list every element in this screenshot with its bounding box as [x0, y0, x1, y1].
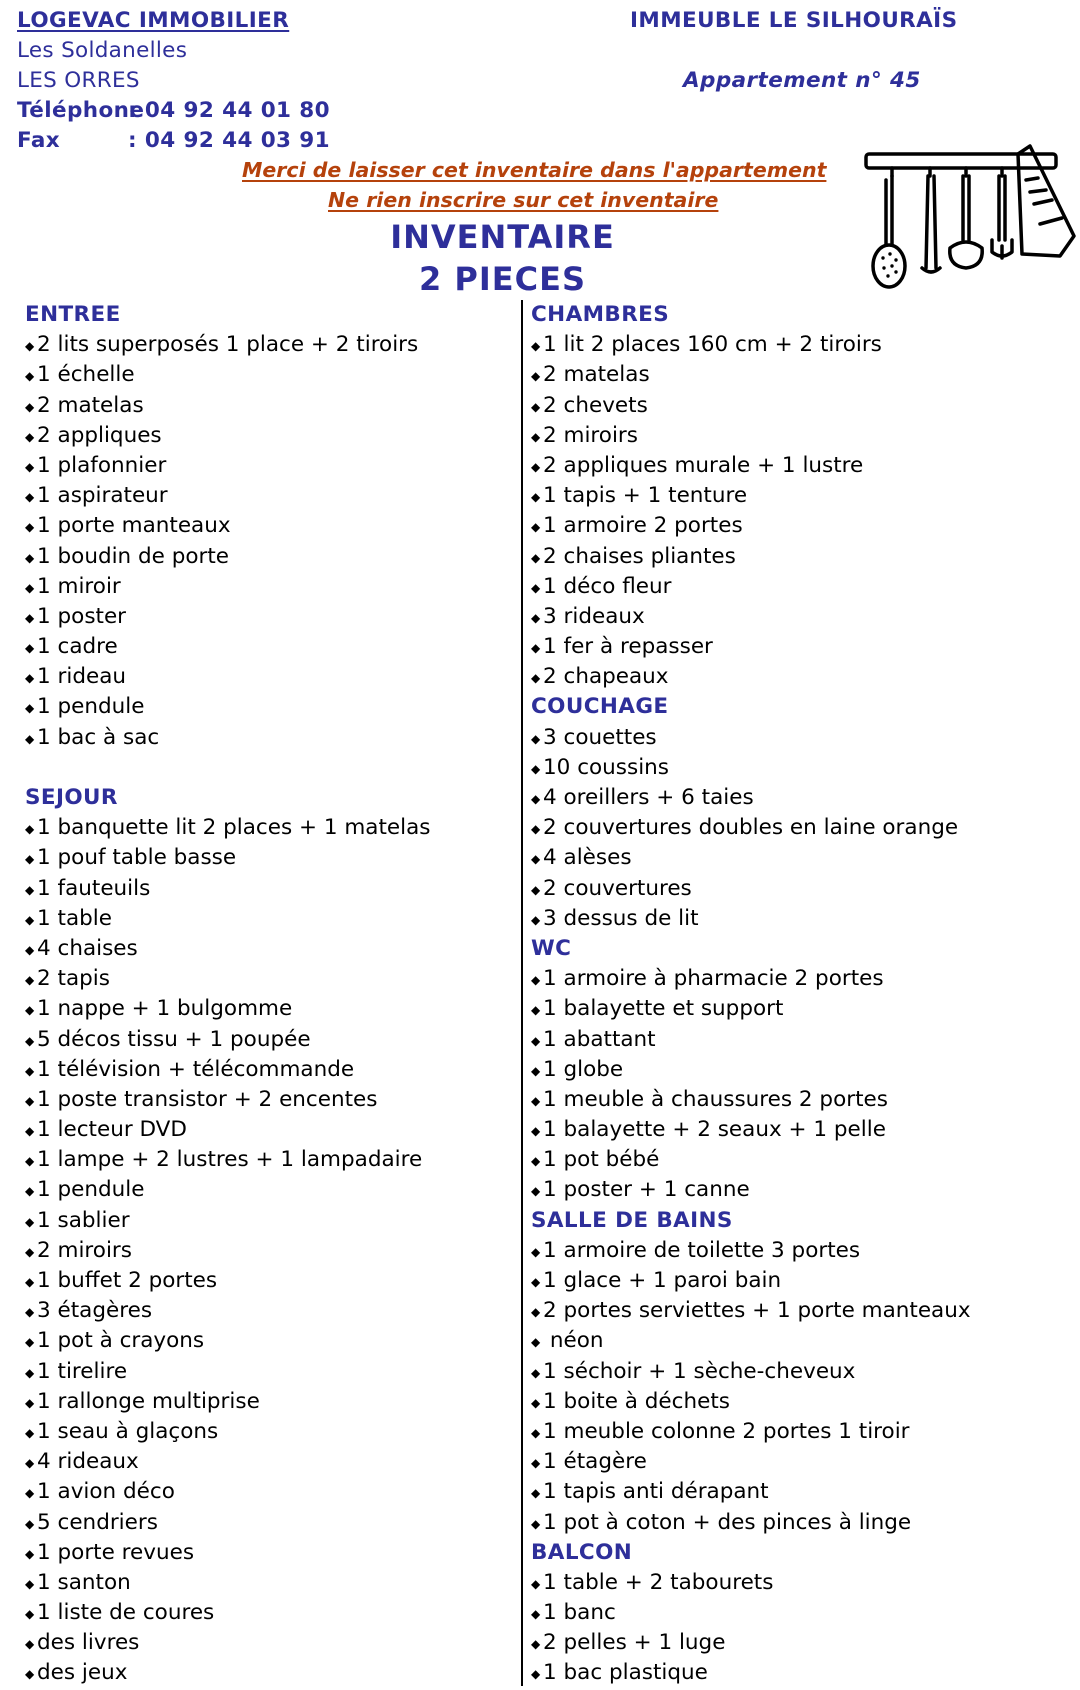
bullet-icon: ◆ — [25, 1667, 35, 1682]
inventory-item — [531, 994, 971, 1024]
bullet-icon: ◆ — [531, 1637, 541, 1652]
inventory-item-text: 1 tapis anti dérapant — [543, 1479, 769, 1505]
inventory-item-text: 1 porte revues — [37, 1539, 195, 1565]
inventory-item-text: 1 bac plastique — [543, 1660, 708, 1686]
bullet-icon: ◆ — [531, 580, 541, 595]
inventory-item-text: 1 balayette + 2 seaux + 1 pelle — [543, 1117, 886, 1143]
phone-label: Téléphone — [17, 98, 145, 123]
inventory-item-text: 1 globe — [543, 1056, 624, 1082]
inventory-item — [531, 1508, 971, 1538]
inventory-item — [25, 1115, 430, 1145]
section-heading: SALLE DE BAINS — [531, 1207, 733, 1233]
bullet-icon: ◆ — [531, 1486, 541, 1501]
inventory-item — [25, 632, 430, 662]
inventory-item-text: 2 chapeaux — [543, 664, 669, 690]
bullet-icon: ◆ — [531, 429, 541, 444]
bullet-icon: ◆ — [25, 369, 35, 384]
bullet-icon: ◆ — [25, 1124, 35, 1139]
inventory-item — [25, 1357, 430, 1387]
bullet-icon: ◆ — [531, 1667, 541, 1682]
inventory-item — [531, 421, 971, 451]
inventory-item — [531, 843, 971, 873]
bullet-icon: ◆ — [531, 459, 541, 474]
bullet-icon: ◆ — [25, 973, 35, 988]
inventory-item-text: 2 pelles + 1 luge — [543, 1630, 726, 1656]
inventory-item — [25, 662, 430, 692]
inventory-item-text: 1 santon — [37, 1569, 131, 1595]
inventory-item-text: 1 glace + 1 paroi bain — [543, 1268, 782, 1293]
bullet-icon: ◆ — [25, 1637, 35, 1652]
inventory-item-text: 1 poste transistor + 2 encentes — [37, 1086, 378, 1112]
inventory-item — [25, 1296, 430, 1326]
inventory-item — [531, 1598, 971, 1628]
section-heading: BALCON — [531, 1539, 633, 1565]
inventory-item — [25, 511, 430, 541]
inventory-item — [531, 542, 971, 572]
inventory-item-text: 1 pot bébé — [543, 1147, 660, 1173]
inventory-item — [531, 1387, 971, 1417]
bullet-icon: ◆ — [25, 731, 35, 746]
inventory-item — [531, 481, 971, 511]
bullet-icon: ◆ — [25, 429, 35, 444]
inventory-item-text: 1 pendule — [37, 694, 145, 720]
inventory-item — [25, 572, 430, 602]
inventory-item — [25, 481, 430, 511]
inventory-item — [531, 662, 971, 692]
inventory-item-text: 3 couettes — [543, 724, 657, 750]
phone-number: : 04 92 44 01 80 — [128, 98, 331, 123]
inventory-item-text: des jeux — [37, 1660, 128, 1686]
inventory-item-text: 10 coussins — [543, 754, 669, 780]
inventory-item — [25, 1628, 430, 1658]
inventory-item-text: 1 poster + 1 canne — [543, 1177, 750, 1203]
bullet-icon: ◆ — [531, 1425, 541, 1440]
inventory-item — [25, 421, 430, 451]
inventory-item-text: 1 banquette lit 2 places + 1 matelas — [37, 815, 431, 841]
inventory-item — [25, 1085, 430, 1115]
section-heading: CHAMBRES — [531, 302, 670, 327]
bullet-icon: ◆ — [531, 610, 541, 625]
inventory-item-text: 2 portes serviettes + 1 porte manteaux — [543, 1298, 971, 1324]
inventory-item — [25, 1508, 430, 1538]
bullet-icon: ◆ — [25, 580, 35, 595]
section-heading: SEJOUR — [25, 785, 118, 810]
bullet-icon: ◆ — [531, 1033, 541, 1048]
inventory-item-text: des livres — [37, 1630, 140, 1656]
address-line-1: Les Soldanelles — [17, 38, 188, 63]
inventory-item — [25, 542, 430, 572]
bullet-icon: ◆ — [531, 399, 541, 414]
bullet-icon: ◆ — [531, 641, 541, 656]
company-name: LOGEVAC IMMOBILIER — [17, 8, 290, 33]
inventory-item-text: 3 dessus de lit — [543, 905, 699, 931]
bullet-icon: ◆ — [531, 882, 541, 897]
bullet-icon: ◆ — [531, 1275, 541, 1289]
column-divider — [521, 300, 523, 1686]
bullet-icon: ◆ — [25, 1154, 35, 1169]
bullet-icon: ◆ — [25, 1335, 35, 1350]
inventory-item — [25, 692, 430, 722]
inventory-item — [25, 1206, 430, 1236]
inventory-item — [531, 602, 971, 632]
inventory-item — [25, 451, 430, 481]
bullet-icon: ◆ — [25, 1063, 35, 1078]
bullet-icon: ◆ — [531, 1335, 541, 1350]
inventory-item-text: 4 rideaux — [37, 1449, 139, 1475]
inventory-item — [531, 1055, 971, 1085]
inventory-item-text: 1 sablier — [37, 1207, 130, 1233]
bullet-icon: ◆ — [531, 1093, 541, 1108]
inventory-item — [531, 632, 971, 662]
inventory-item-text: 1 boite à déchets — [543, 1388, 730, 1414]
inventory-item-text: 1 rallonge multiprise — [37, 1388, 260, 1414]
bullet-icon: ◆ — [25, 1607, 35, 1622]
bullet-icon: ◆ — [25, 942, 35, 957]
bullet-icon: ◆ — [25, 520, 35, 535]
bullet-icon: ◆ — [531, 520, 541, 535]
inventory-item-text: 1 tirelire — [37, 1358, 128, 1384]
section-heading: ENTREE — [25, 302, 121, 327]
inventory-item — [25, 360, 430, 390]
inventory-item-text: 1 tapis + 1 tenture — [543, 483, 748, 509]
inventory-item — [531, 1025, 971, 1055]
page-subtitle: 2 PIECES — [418, 260, 586, 298]
bullet-icon: ◆ — [531, 490, 541, 505]
inventory-item-text: 1 miroir — [37, 573, 121, 599]
inventory-item — [25, 1447, 430, 1477]
inventory-item — [531, 1417, 971, 1447]
notice-line-1: Merci de laisser cet inventaire dans l'appartement — [242, 158, 827, 182]
inventory-item — [25, 1417, 430, 1447]
bullet-icon: ◆ — [25, 822, 35, 837]
inventory-item-text: 1 seau à glaçons — [37, 1418, 219, 1444]
inventory-item-text: 2 appliques murale + 1 lustre — [543, 452, 864, 478]
bullet-icon: ◆ — [531, 369, 541, 384]
notice-line-2: Ne rien inscrire sur cet inventaire — [328, 188, 719, 212]
section-heading: WC — [531, 935, 572, 961]
bullet-icon: ◆ — [531, 1365, 541, 1380]
inventory-item-text: 3 étagères — [37, 1298, 153, 1324]
inventory-item — [25, 934, 430, 964]
bullet-icon: ◆ — [25, 1244, 35, 1259]
bullet-icon: ◆ — [25, 1033, 35, 1048]
inventory-item — [25, 1568, 430, 1598]
inventory-item-text: 2 appliques — [37, 422, 162, 448]
bullet-icon: ◆ — [25, 1365, 35, 1380]
inventory-item — [25, 1658, 430, 1688]
inventory-item-text: 1 bac à sac — [37, 724, 160, 750]
inventory-item-text: 3 rideaux — [543, 603, 645, 629]
bullet-icon: ◆ — [531, 1516, 541, 1531]
inventory-item-text: 1 télévision + télécommande — [37, 1056, 355, 1082]
inventory-item-text: 1 meuble colonne 2 portes 1 tiroir — [543, 1418, 910, 1444]
inventory-item-text: 1 fer à repasser — [543, 634, 713, 660]
bullet-icon: ◆ — [25, 610, 35, 625]
inventory-item — [531, 572, 971, 602]
inventory-item — [25, 843, 430, 873]
inventory-item — [531, 964, 971, 994]
inventory-item-text: 2 lits superposés 1 place + 2 tiroirs — [37, 332, 419, 358]
inventory-item-text: 1 pouf table basse — [37, 845, 237, 871]
bullet-icon: ◆ — [25, 490, 35, 505]
inventory-item — [531, 330, 971, 360]
bullet-icon: ◆ — [531, 731, 541, 746]
bullet-icon: ◆ — [531, 1154, 541, 1169]
inventory-item — [531, 391, 971, 421]
inventory-item-text: 2 miroirs — [543, 422, 638, 448]
inventory-item-text: 1 banc — [543, 1600, 616, 1626]
inventory-item — [531, 874, 971, 904]
inventory-item-text: 2 miroirs — [37, 1237, 132, 1263]
inventory-item — [531, 753, 971, 783]
inventory-item-text: 1 liste de coures — [37, 1600, 215, 1626]
bullet-icon: ◆ — [531, 1003, 541, 1018]
bullet-icon: ◆ — [25, 882, 35, 897]
bullet-icon: ◆ — [25, 1214, 35, 1229]
inventory-item-text: 1 armoire 2 portes — [543, 513, 743, 539]
inventory-item — [25, 813, 430, 843]
bullet-icon: ◆ — [25, 399, 35, 414]
bullet-icon: ◆ — [531, 822, 541, 837]
bullet-icon: ◆ — [531, 761, 541, 776]
inventory-item — [531, 1477, 971, 1507]
inventory-item — [531, 1628, 971, 1658]
inventory-item — [531, 1266, 971, 1296]
bullet-icon: ◆ — [531, 1184, 541, 1199]
inventory-item-text: 1 lecteur DVD — [37, 1117, 187, 1143]
inventory-item — [25, 1175, 430, 1205]
fax-number: : 04 92 44 03 91 — [128, 128, 331, 153]
inventory-item-text: 1 cadre — [37, 634, 118, 660]
building-name: IMMEUBLE LE SILHOURAÏS — [630, 8, 958, 33]
inventory-item — [531, 511, 971, 541]
inventory-item-text: 2 couvertures — [543, 875, 692, 901]
inventory-item-text: 2 matelas — [37, 392, 144, 418]
inventory-item — [25, 1025, 430, 1055]
bullet-icon: ◆ — [25, 1425, 35, 1440]
kitchen-utensils-icon — [862, 140, 1080, 300]
inventory-item-text: 2 tapis — [37, 966, 110, 992]
inventory-item — [531, 1568, 971, 1598]
inventory-item — [531, 1658, 971, 1688]
inventory-item — [25, 1477, 430, 1507]
bullet-icon: ◆ — [25, 1456, 35, 1471]
inventory-item — [531, 723, 971, 753]
inventory-item-text: 1 pot à coton + des pinces à linge — [543, 1509, 912, 1535]
bullet-icon: ◆ — [25, 459, 35, 474]
inventory-item-text: 4 oreillers + 6 taies — [543, 785, 754, 810]
inventory-item — [531, 1357, 971, 1387]
inventory-item-text: 1 armoire à pharmacie 2 portes — [543, 966, 884, 992]
bullet-icon: ◆ — [531, 1456, 541, 1471]
bullet-icon: ◆ — [25, 1003, 35, 1018]
inventory-item — [25, 602, 430, 632]
inventory-item-text: 4 alèses — [543, 845, 632, 871]
address-line-2: LES ORRES — [17, 68, 140, 93]
apartment-number: Appartement n° 45 — [683, 68, 921, 93]
inventory-item — [531, 1236, 971, 1266]
inventory-item — [531, 1175, 971, 1205]
inventory-item-text: 1 buffet 2 portes — [37, 1268, 218, 1293]
bullet-icon: ◆ — [25, 1516, 35, 1531]
bullet-icon: ◆ — [25, 339, 35, 354]
inventory-item-text: 1 abattant — [543, 1026, 656, 1052]
inventory-item-text: 2 couvertures doubles en laine orange — [543, 815, 959, 841]
inventory-item — [25, 994, 430, 1024]
bullet-icon: ◆ — [25, 912, 35, 927]
inventory-item — [25, 1236, 430, 1266]
inventory-item-text: 1 fauteuils — [37, 875, 151, 901]
inventory-item-text: 1 armoire de toilette 3 portes — [543, 1237, 861, 1263]
inventory-item — [25, 391, 430, 421]
inventory-item — [25, 964, 430, 994]
inventory-item — [531, 1296, 971, 1326]
bullet-icon: ◆ — [531, 912, 541, 927]
inventory-item-text: 1 porte manteaux — [37, 513, 231, 539]
bullet-icon: ◆ — [25, 701, 35, 716]
bullet-icon: ◆ — [25, 1576, 35, 1591]
inventory-item — [531, 904, 971, 934]
bullet-icon: ◆ — [25, 671, 35, 686]
inventory-item — [531, 1085, 971, 1115]
inventory-item-text: 1 aspirateur — [37, 483, 168, 509]
inventory-item-text: 5 décos tissu + 1 poupée — [37, 1026, 311, 1052]
left-column — [25, 300, 430, 1689]
inventory-item — [25, 1387, 430, 1417]
inventory-item — [25, 1145, 430, 1175]
bullet-icon: ◆ — [25, 550, 35, 565]
bullet-icon: ◆ — [531, 1124, 541, 1139]
inventory-item-text: 1 déco fleur — [543, 573, 672, 599]
bullet-icon: ◆ — [531, 1244, 541, 1259]
bullet-icon: ◆ — [25, 641, 35, 656]
inventory-item-text: 4 chaises — [37, 935, 138, 961]
inventory-item — [531, 451, 971, 481]
inventory-item — [531, 1447, 971, 1477]
inventory-item-text: 1 séchoir + 1 sèche-cheveux — [543, 1358, 856, 1384]
inventory-item — [531, 783, 971, 813]
inventory-item — [25, 904, 430, 934]
inventory-item-text: 1 table + 2 tabourets — [543, 1569, 774, 1595]
bullet-icon: ◆ — [25, 1184, 35, 1199]
inventory-item-text: 2 chevets — [543, 392, 648, 418]
inventory-item — [25, 1598, 430, 1628]
bullet-icon: ◆ — [25, 1546, 35, 1561]
section-heading: COUCHAGE — [531, 694, 669, 720]
inventory-item-text: 5 cendriers — [37, 1509, 158, 1535]
page-title: INVENTAIRE — [390, 218, 615, 256]
inventory-item-text: 1 échelle — [37, 362, 135, 388]
inventory-item — [25, 1538, 430, 1568]
bullet-icon: ◆ — [531, 1305, 541, 1320]
bullet-icon: ◆ — [531, 1395, 541, 1410]
inventory-item-text: 1 avion déco — [37, 1479, 175, 1505]
inventory-item — [531, 813, 971, 843]
bullet-icon: ◆ — [531, 973, 541, 988]
inventory-item-text: 1 meuble à chaussures 2 portes — [543, 1086, 888, 1112]
inventory-item-text: néon — [543, 1328, 604, 1354]
inventory-item-text: 1 étagère — [543, 1449, 647, 1475]
inventory-item — [531, 1145, 971, 1175]
bullet-icon: ◆ — [25, 1305, 35, 1320]
fax-label: Fax — [17, 128, 61, 153]
right-column — [531, 300, 971, 1689]
inventory-item-text: 1 pendule — [37, 1177, 145, 1203]
inventory-item-text: 1 plafonnier — [37, 452, 167, 478]
inventory-item — [25, 1266, 430, 1296]
inventory-item — [531, 1326, 971, 1356]
bullet-icon: ◆ — [25, 852, 35, 867]
inventory-item — [531, 360, 971, 390]
bullet-icon: ◆ — [25, 1395, 35, 1410]
inventory-item-text: 1 lit 2 places 160 cm + 2 tiroirs — [543, 332, 882, 358]
bullet-icon: ◆ — [531, 1063, 541, 1078]
inventory-item — [25, 723, 430, 753]
inventory-item-text: 1 lampe + 2 lustres + 1 lampadaire — [37, 1147, 423, 1173]
bullet-icon: ◆ — [25, 1275, 35, 1289]
inventory-item-text: 1 balayette et support — [543, 996, 784, 1022]
inventory-item-text: 1 boudin de porte — [37, 543, 230, 569]
inventory-item-text: 1 poster — [37, 603, 127, 629]
inventory-item-text: 1 table — [37, 905, 112, 931]
bullet-icon: ◆ — [25, 1093, 35, 1108]
inventory-item-text: 2 chaises pliantes — [543, 543, 736, 569]
bullet-icon: ◆ — [531, 1576, 541, 1591]
inventory-item — [25, 874, 430, 904]
bullet-icon: ◆ — [531, 852, 541, 867]
inventory-item — [531, 1115, 971, 1145]
blank-line — [25, 753, 430, 783]
inventory-item-text: 1 nappe + 1 bulgomme — [37, 996, 293, 1022]
bullet-icon: ◆ — [531, 792, 541, 806]
inventory-item-text: 2 matelas — [543, 362, 650, 388]
bullet-icon: ◆ — [531, 339, 541, 354]
inventory-item-text: 1 rideau — [37, 664, 127, 690]
inventory-item-text: 1 pot à crayons — [37, 1328, 205, 1354]
bullet-icon: ◆ — [531, 671, 541, 686]
bullet-icon: ◆ — [531, 550, 541, 565]
inventory-item — [25, 330, 430, 360]
bullet-icon: ◆ — [25, 1486, 35, 1501]
bullet-icon: ◆ — [531, 1607, 541, 1622]
inventory-item — [25, 1055, 430, 1085]
inventory-item — [25, 1326, 430, 1356]
